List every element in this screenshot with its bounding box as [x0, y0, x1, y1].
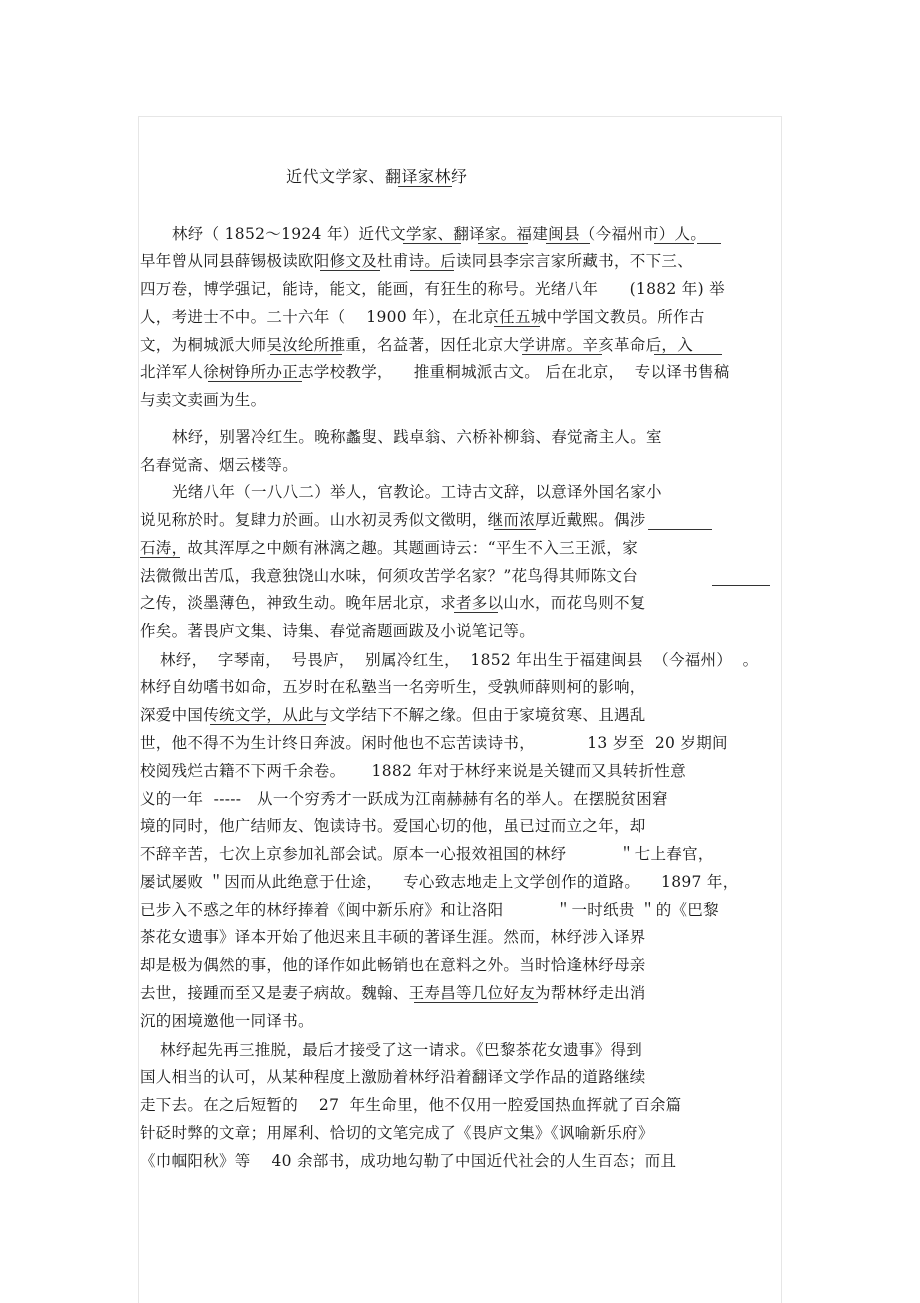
body-text-line: 去世，接踵而至又是妻子病故。魏翰、王寿昌等几位好友为帮林纾走出消 — [140, 984, 646, 1002]
underline-mark — [454, 612, 498, 613]
underline-mark — [410, 270, 454, 271]
underline-mark — [208, 381, 302, 382]
body-text-line: 名春觉斋、烟云楼等。 — [140, 456, 299, 474]
underline-mark — [140, 557, 180, 558]
underline-mark — [546, 243, 590, 244]
underline-mark — [654, 243, 694, 244]
body-text-line: 作矣。著畏庐文集、诗集、春觉斋题画跋及小说笔记等。 — [140, 622, 536, 640]
underline-mark — [270, 354, 342, 355]
body-text-line: 与卖文卖画为生。 — [140, 391, 267, 409]
body-text-line: 义的一年 ----- 从一个穷秀才一跃成为江南赫赫有名的举人。在摆脱贫困窘 — [140, 790, 668, 808]
body-text-line: 林纾，别署冷红生。晚称蠡叟、践卓翁、六桥补柳翁、春觉斋主人。室 — [172, 428, 662, 446]
body-text-line: 沉的困境邀他一同译书。 — [140, 1012, 314, 1030]
underline-mark — [697, 243, 721, 244]
body-text-line: 光绪八年（一八八二）举人，官教论。工诗古文辞，以意译外国名家小 — [172, 483, 662, 501]
underline-mark — [648, 529, 712, 530]
body-text-line: 法微微出苦瓜，我意独饶山水味，何须攻苦学名家？”花鸟得其师陈文台 — [140, 567, 639, 585]
underline-mark — [654, 354, 722, 355]
body-text-line: 北洋军人徐树铮所办正志学校教学， 推重桐城派古文。 后在北京， 专以译书售稿 — [140, 363, 730, 381]
document-title: 近代文学家、翻译家林纾 — [286, 167, 468, 186]
body-text-line: 校阅残烂古籍不下两千余卷。 1882 年对于林纾来说是关键而又具转折性意 — [140, 762, 687, 780]
body-text-line: 走下去。在之后短暂的 27 年生命里，他不仅用一腔爱国热血挥就了百余篇 — [140, 1096, 682, 1114]
body-text-line: 屡试屡败 ＂因而从此绝意于仕途， 专心致志地走上文学创作的道路。 1897 年， — [140, 873, 739, 891]
body-text-line: 早年曾从同县薛锡极读欧阳修文及杜甫诗。后读同县李宗言家所藏书，不下三、 — [140, 252, 694, 270]
body-text-line: 国人相当的认可，从某种程度上激励着林纾沿着翻译文学作品的道路继续 — [140, 1068, 646, 1086]
body-text-line: 《巾帼阳秋》等 40 余部书，成功地勾勒了中国近代社会的人生百态；而且 — [140, 1152, 677, 1170]
underline-mark — [414, 1002, 538, 1003]
body-text-line: 石涛，故其浑厚之中颇有淋漓之趣。其题画诗云：“平生不入三王派，家 — [140, 539, 639, 557]
underline-mark — [403, 243, 461, 244]
underline-mark — [712, 585, 770, 586]
body-text-line: 林纾自幼嗜书如命，五岁时在私塾当一名旁听生，受孰师薛则柯的影响， — [140, 678, 646, 696]
underline-mark — [478, 243, 528, 244]
body-text-line: 却是极为偶然的事，他的译作如此畅销也在意料之外。当时恰逢林纾母亲 — [140, 956, 646, 974]
underline-mark — [320, 270, 380, 271]
body-text-line: 林纾（ 1852～1924 年）近代文学家、翻译家。福建闽县（今福州市）人。 — [172, 225, 707, 243]
underline-mark — [522, 354, 602, 355]
body-text-line: 四万卷，博学强记，能诗，能文，能画，有狂生的称号。光绪八年 (1882 年) 举 — [140, 280, 725, 298]
body-text-line: 林纾， 字琴南， 号畏庐， 别属冷红生， 1852 年出生于福建闽县 （今福州） 。 — [160, 651, 759, 669]
body-text-line: 不辞辛苦，七次上京参加礼部会试。原本一心报效祖国的林纾 ＂七上春官， — [140, 845, 714, 863]
body-text-line: 境的同时，他广结师友、饱读诗书。爱国心切的他，虽已过而立之年，却 — [140, 817, 646, 835]
underline-mark — [494, 326, 540, 327]
underline-mark — [210, 724, 326, 725]
body-text-line: 世，他不得不为生计终日奔波。闲时他也不忘苦读诗书， 13 岁至 20 岁期间 — [140, 734, 728, 752]
body-text-line: 林纾起先再三推脱，最后才接受了这一请求。《巴黎茶花女遗事》得到 — [160, 1041, 643, 1059]
underline-mark — [398, 186, 452, 187]
body-text-line: 深爱中国传统文学，从此与文学结下不解之缘。但由于家境贫寒、且遇乱 — [140, 706, 646, 724]
underline-mark — [494, 529, 536, 530]
body-text-line: 人，考进士不中。二十六年（ 1900 年），在北京任五城中学国文教员。所作古 — [140, 308, 705, 326]
body-text-line: 说见称於时。复肆力於画。山水初灵秀似文徵明，继而浓厚近戴熙。偶涉 — [140, 511, 646, 529]
body-text-line: 已步入不惑之年的林纾捧着《闽中新乐府》和让洛阳 ＂一时纸贵 ＂的《巴黎 — [140, 901, 719, 919]
body-text-line: 茶花女遗事》译本开始了他迟来且丰硕的著译生涯。然而，林纾涉入译界 — [140, 928, 646, 946]
body-text-line: 之传，淡墨薄色，神致生动。晚年居北京，求者多以山水，而花鸟则不复 — [140, 594, 646, 612]
body-text-line: 针砭时弊的文章；用犀利、恰切的文笔完成了《畏庐文集》《讽喻新乐府》 — [140, 1124, 654, 1142]
body-text-line: 文，为桐城派大师吴汝纶所推重，名益著，因任北京大学讲席。辛亥革命后，入 — [140, 336, 694, 354]
